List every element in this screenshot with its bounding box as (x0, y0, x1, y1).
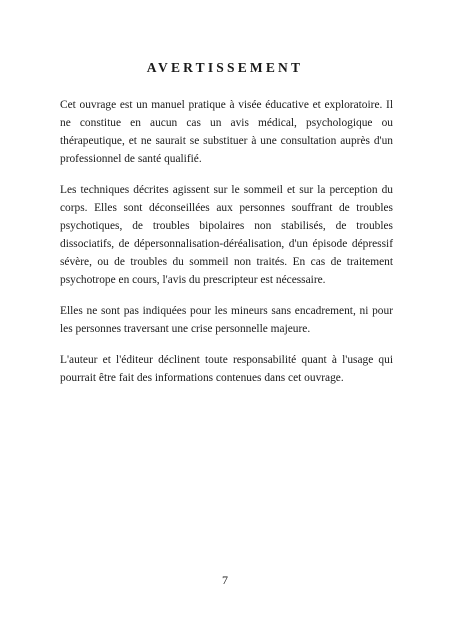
paragraph-liability: L'auteur et l'éditeur déclinent toute responsabilité quant à l'usage qui pourrait être fait des informations contenues dans cet ouvrage. (60, 354, 393, 384)
paragraph-minors: Elles ne sont pas indiquées pour les mineurs sans encadrement, ni pour les personnes traversant une crise personnelle majeure. (60, 305, 393, 335)
page-title: AVERTISSEMENT (146, 60, 304, 75)
body-text (60, 96, 393, 400)
paragraph-disclaimer: Cet ouvrage est un manuel pratique à visée éducative et exploratoire. Il ne constitue en aucun cas un avis médical, psychologique ou thérapeutique, et ne saurait se substituer à une consultation auprès d'un professionnel de santé qualifié. (60, 99, 393, 165)
paragraph-contraindications: Les techniques décrites agissent sur le sommeil et sur la perception du corps. Elles sont déconseillées aux personnes souffrant de troubles psychotiques, de troubles bipolaires non stabilisés, de troubles dissociatifs, de dépersonnalisation-déréalisation, d'un épisode dépressif sévère, ou de troubles du sommeil non traités. En cas de traitement psychotrope en cours, l'avis du prescripteur est nécessaire. (60, 184, 393, 286)
page-number: 7 (222, 573, 228, 587)
